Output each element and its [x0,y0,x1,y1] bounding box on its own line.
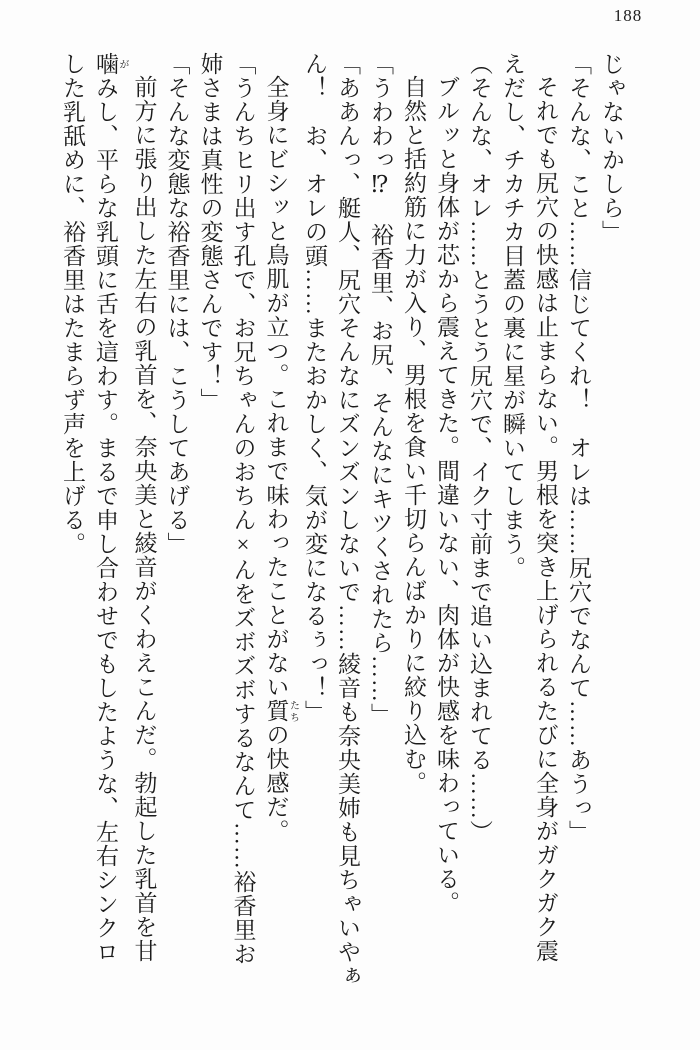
text-column-8: 「うわわっ⁉ 裕香里、お尻、そんなにキツくされたら……」 [368,52,393,727]
text-column-5: （そんな、オレ……とうとう尻穴で、イク寸前まで追い込まれてる……） [467,52,492,844]
text-column-4: えだし、チカチカ目蓋の裏に星が瞬いてしまう。 [500,52,525,580]
text-column-7: 自然と括約筋に力が入り、男根を食い千切らんばかりに絞り込む。 [401,75,426,795]
page-text [56,52,628,1027]
page-number: 188 [613,6,643,25]
text-column-12: 「うんちヒリ出す孔で、お兄ちゃんのおちん×んをズボズボするなんて……裕香里お [230,52,256,966]
text-column-13: 姉さまは真性の変態さんです！」 [197,52,223,412]
text-column-9: 「ああんっ、艇人、尻穴そんなにズンズンしないで……綾音も奈央美姉も見ちゃいやぁ [335,52,360,988]
text-column-17: した乳舐めに、裕香里はたまらず声を上げる。 [60,52,85,556]
text-column-16: 噛 がみし、平らな乳頭に舌を這わす。まるで申し合わせでもしたような、左右シンクロ [93,52,128,964]
text-column-15: 前方に張り出した左右の乳首を、奈央美と綾音がくわえこんだ。勃起した乳首を甘 [131,75,157,963]
text-column-11: 全身にビシッと鳥肌が立つ。これまで味わったことがない質 たちの快感だ。 [263,75,299,843]
text-column-1: じゃないかしら」 [599,52,624,244]
text-column-2: 「そんな、こと……信じてくれ！ オレは……尻穴でなんて……あうっ」 [566,52,591,844]
text-column-3: それでも尻穴の快感は止まらない。男根を突き上げられるたびに全身がガクガク震 [533,75,558,963]
ruby-annotated-text: 質 たち [263,699,299,723]
text-column-6: ブルッと身体が芯から震えてきた。間違いない、肉体が快感を味わっている。 [434,75,459,915]
ruby-annotated-text: 噛 が [93,52,128,76]
text-column-14: 「そんな変態な裕香里には、こうしてあげる」 [164,52,190,556]
text-column-10: ん！ お、オレの頭……またおかしく、気が変になるぅっ！」 [302,52,327,724]
